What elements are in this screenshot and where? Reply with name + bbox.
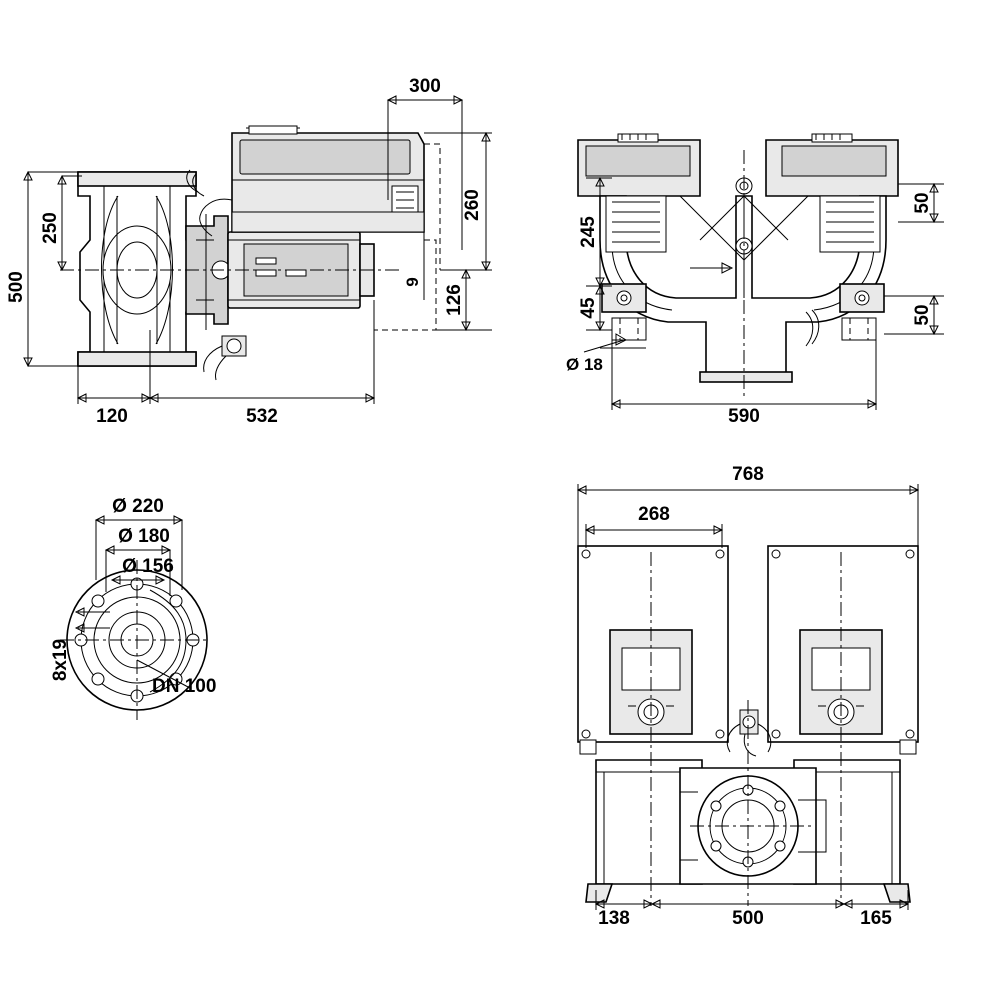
dim-label: 50 xyxy=(912,192,933,214)
dim-label: 300 xyxy=(409,76,441,97)
dim-500-height xyxy=(6,172,78,366)
dim-label: Ø 220 xyxy=(112,496,164,517)
dim-label: 250 xyxy=(40,212,61,244)
dim-label: DN 100 xyxy=(152,676,217,697)
dim-label: 590 xyxy=(728,406,760,427)
side-view xyxy=(6,76,492,427)
dim-268-width xyxy=(586,504,722,548)
dim-dia156 xyxy=(112,556,174,584)
dim-500-width xyxy=(652,900,844,929)
dim-label: 260 xyxy=(462,189,483,221)
dim-label: 768 xyxy=(732,464,764,485)
dim-label: 9 xyxy=(403,277,422,287)
dim-label: 8x19 xyxy=(50,638,71,682)
dim-250-height xyxy=(40,176,82,270)
dim-label: 500 xyxy=(6,271,27,303)
dim-9-depth xyxy=(403,230,424,300)
front-view xyxy=(566,134,944,427)
dim-126-height xyxy=(436,270,492,330)
dim-label: 138 xyxy=(598,908,630,929)
twin-pump-view xyxy=(578,464,918,929)
dim-label: 45 xyxy=(578,297,599,319)
dim-label: 268 xyxy=(638,504,670,525)
dim-50-bottom xyxy=(884,296,944,334)
dim-label: Ø 18 xyxy=(566,355,603,374)
dim-label: 50 xyxy=(912,304,933,326)
dim-50-top xyxy=(898,184,944,222)
dim-label: 532 xyxy=(246,406,278,427)
dim-label: 126 xyxy=(444,284,465,316)
dim-label: 245 xyxy=(578,216,599,248)
dim-260-module-height xyxy=(424,133,492,270)
dim-label: Ø 180 xyxy=(118,526,170,547)
dim-label: 120 xyxy=(96,406,128,427)
dim-label: 165 xyxy=(860,908,892,929)
dim-label: Ø 156 xyxy=(122,556,174,577)
dim-label: 500 xyxy=(732,908,764,929)
flange-view xyxy=(50,496,216,720)
dim-768-width xyxy=(578,464,918,546)
